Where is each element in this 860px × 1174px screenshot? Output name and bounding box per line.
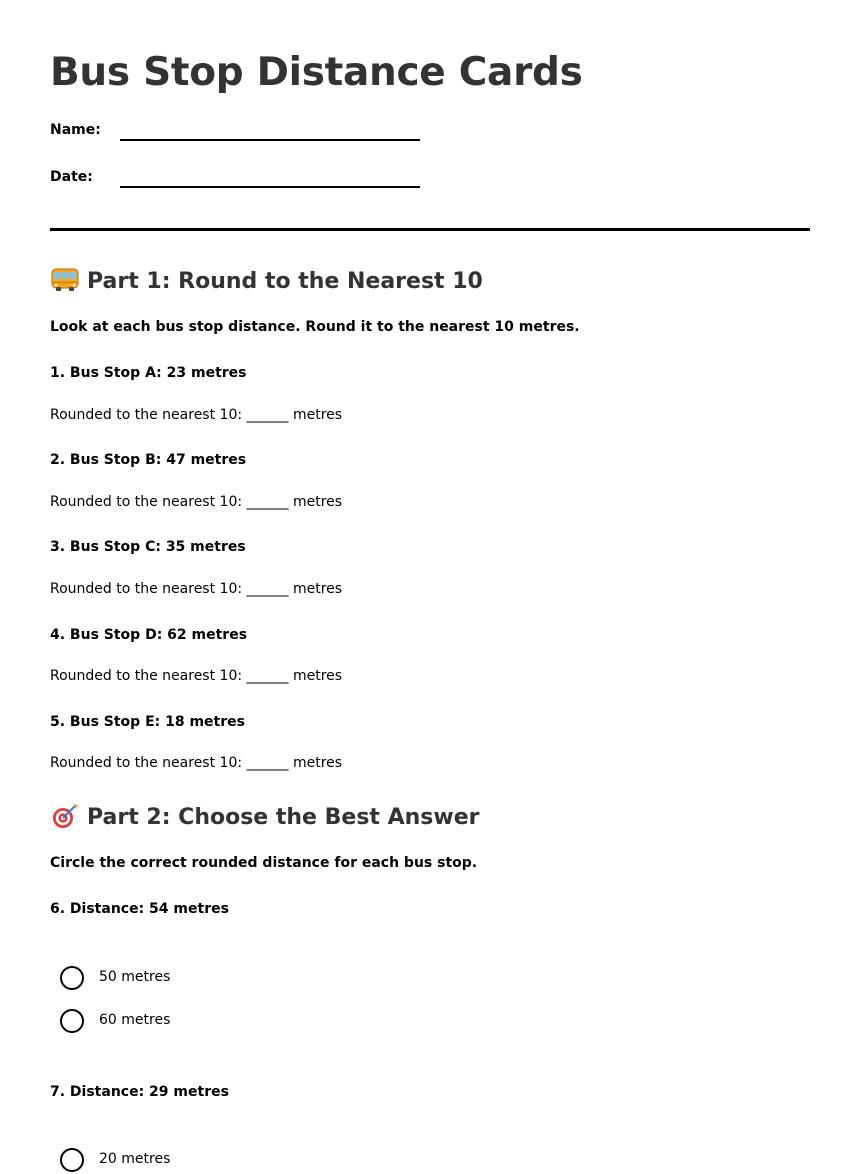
question-label: 6. Distance: 54 metres xyxy=(50,901,229,917)
name-label: Name: xyxy=(50,122,101,138)
name-line[interactable] xyxy=(120,139,420,141)
header-divider xyxy=(50,228,810,231)
target-icon xyxy=(50,803,80,829)
option-radio[interactable] xyxy=(60,1148,84,1172)
option-label: 60 metres xyxy=(99,1012,171,1028)
option-radio[interactable] xyxy=(60,966,84,990)
option-radio[interactable] xyxy=(60,1009,84,1033)
part2-title-text: Part 2: Choose the Best Answer xyxy=(87,805,480,830)
question-label: 7. Distance: 29 metres xyxy=(50,1084,229,1100)
date-line[interactable] xyxy=(120,186,420,188)
page-title: Bus Stop Distance Cards xyxy=(50,50,583,95)
question-label: 4. Bus Stop D: 62 metres xyxy=(50,627,248,643)
answer-blank[interactable]: Rounded to the nearest 10: ______ metres xyxy=(50,494,343,510)
question-label: 1. Bus Stop A: 23 metres xyxy=(50,365,247,381)
date-label: Date: xyxy=(50,169,93,185)
part1-title xyxy=(50,267,483,294)
answer-blank[interactable]: Rounded to the nearest 10: ______ metres xyxy=(50,668,343,684)
part1-instruction: Look at each bus stop distance. Round it to the nearest 10 metres. xyxy=(50,319,580,335)
question-label: 3. Bus Stop C: 35 metres xyxy=(50,539,246,555)
part1-title-text: Part 1: Round to the Nearest 10 xyxy=(87,269,483,294)
answer-blank[interactable]: Rounded to the nearest 10: ______ metres xyxy=(50,581,343,597)
part2-instruction: Circle the correct rounded distance for each bus stop. xyxy=(50,855,478,871)
bus-icon xyxy=(50,267,80,293)
answer-blank[interactable]: Rounded to the nearest 10: ______ metres xyxy=(50,755,343,771)
date-field[interactable] xyxy=(50,169,420,193)
option-label: 50 metres xyxy=(99,969,171,985)
question-label: 2. Bus Stop B: 47 metres xyxy=(50,452,247,468)
question-label: 5. Bus Stop E: 18 metres xyxy=(50,714,245,730)
part2-title xyxy=(50,803,479,830)
option-label: 20 metres xyxy=(99,1151,171,1167)
name-field[interactable] xyxy=(50,122,420,146)
answer-blank[interactable]: Rounded to the nearest 10: ______ metres xyxy=(50,407,343,423)
